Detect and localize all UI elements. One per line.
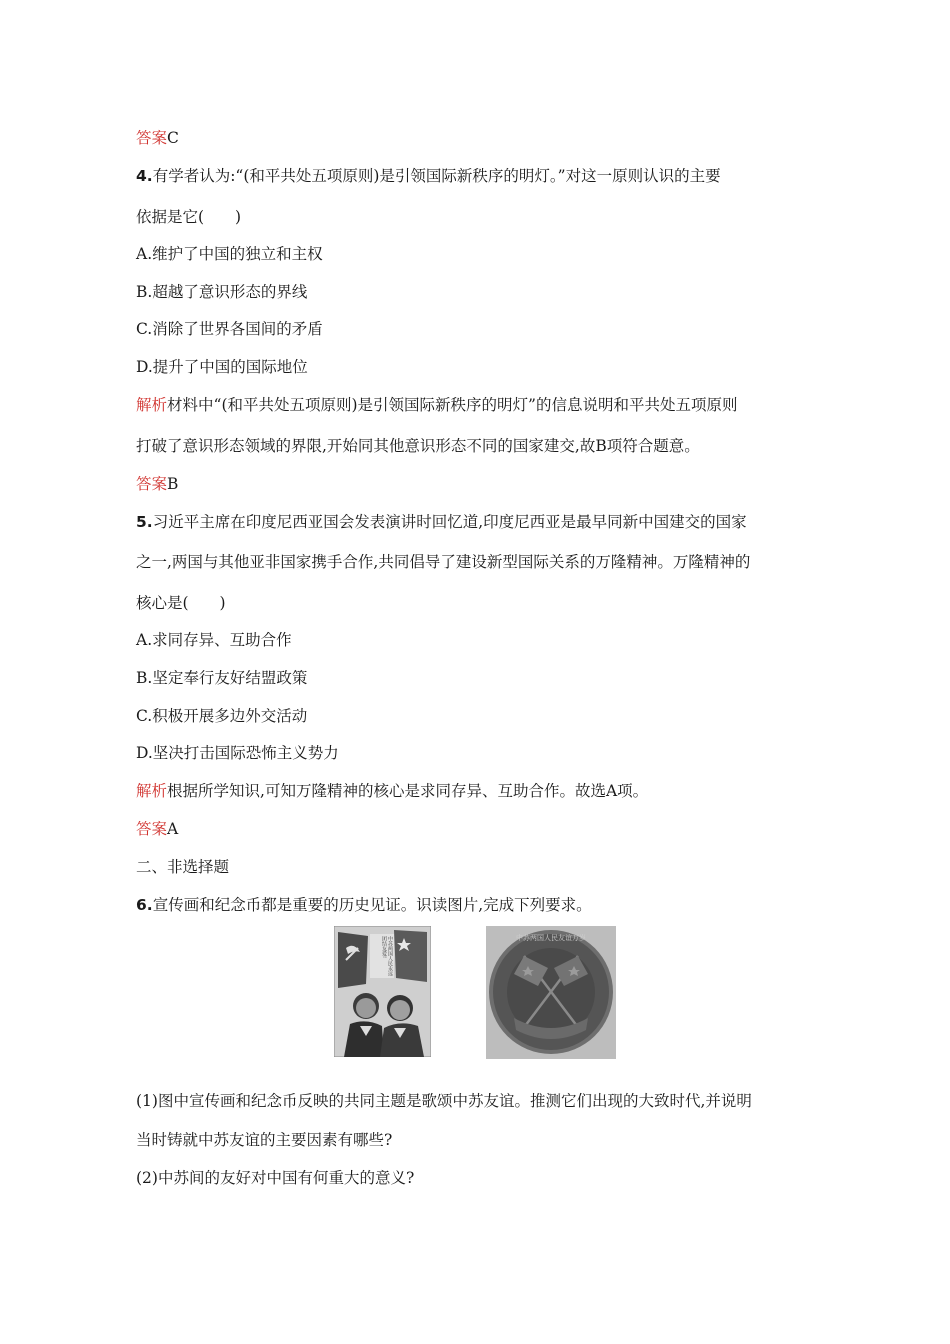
option-b: B.超越了意识形态的界线 <box>136 283 308 301</box>
question-number: 4. <box>136 167 153 185</box>
answer-line-3 <box>136 128 179 148</box>
analysis-text: 材料中“(和平共处五项原则)是引领国际新秩序的明灯”的信息说明和平共处五项原则 <box>167 396 738 414</box>
question-4-stem <box>136 166 721 186</box>
option-a: A.维护了中国的独立和主权 <box>136 245 323 263</box>
analysis-5 <box>136 781 648 801</box>
question-5-stem <box>136 512 747 532</box>
answer-value: C <box>167 129 179 147</box>
poster-slogan: 中苏两国人民永远团结友爱! <box>381 936 393 976</box>
answer-value: B <box>167 475 179 493</box>
section-heading: 二、非选择题 <box>136 858 230 876</box>
answer-label: 答案 <box>136 475 168 493</box>
commemorative-coin-image <box>486 926 616 1059</box>
answer-line-5 <box>136 819 178 839</box>
analysis-label: 解析 <box>136 782 168 800</box>
answer-label: 答案 <box>136 820 168 838</box>
question-4-stem-cont: 依据是它( ) <box>136 208 242 226</box>
question-5-stem-cont: 之一,两国与其他亚非国家携手合作,共同倡导了建设新型国际关系的万隆精神。万隆精神的 <box>136 553 751 571</box>
option-a: A.求同存异、互助合作 <box>136 631 292 649</box>
answer-value: A <box>167 820 179 838</box>
option-d: D.坚决打击国际恐怖主义势力 <box>136 744 339 762</box>
question-text: 宣传画和纪念币都是重要的历史见证。识读图片,完成下列要求。 <box>152 896 592 914</box>
sub-question-1: (1)图中宣传画和纪念币反映的共同主题是歌颂中苏友谊。推测它们出现的大致时代,并说明 <box>136 1092 752 1110</box>
option-d: D.提升了中国的国际地位 <box>136 358 308 376</box>
answer-label: 答案 <box>136 129 168 147</box>
option-c: C.积极开展多边外交活动 <box>136 707 308 725</box>
question-text: 有学者认为:“(和平共处五项原则)是引领国际新秩序的明灯。”对这一原则认识的主要 <box>152 167 721 185</box>
question-text: 习近平主席在印度尼西亚国会发表演讲时回忆道,印度尼西亚是最早同新中国建交的国家 <box>152 513 747 531</box>
sub-question-1-cont: 当时铸就中苏友谊的主要因素有哪些? <box>136 1131 393 1149</box>
analysis-label: 解析 <box>136 396 168 414</box>
analysis-text: 根据所学知识,可知万隆精神的核心是求同存异、互助合作。故选A项。 <box>167 782 649 800</box>
propaganda-poster-image <box>334 926 431 1057</box>
question-6-stem <box>136 895 592 915</box>
question-number: 6. <box>136 896 153 914</box>
option-c: C.消除了世界各国间的矛盾 <box>136 320 323 338</box>
option-b: B.坚定奉行友好结盟政策 <box>136 669 308 687</box>
sub-question-2: (2)中苏间的友好对中国有何重大的意义? <box>136 1169 415 1187</box>
coin-inscription: 中苏两国人民友谊万岁 <box>516 934 586 942</box>
analysis-4 <box>136 395 737 415</box>
question-5-stem-cont2: 核心是( ) <box>136 594 226 612</box>
answer-line-4 <box>136 474 178 494</box>
analysis-4-cont: 打破了意识形态领域的界限,开始同其他意识形态不同的国家建交,故B项符合题意。 <box>136 437 700 455</box>
question-number: 5. <box>136 513 153 531</box>
